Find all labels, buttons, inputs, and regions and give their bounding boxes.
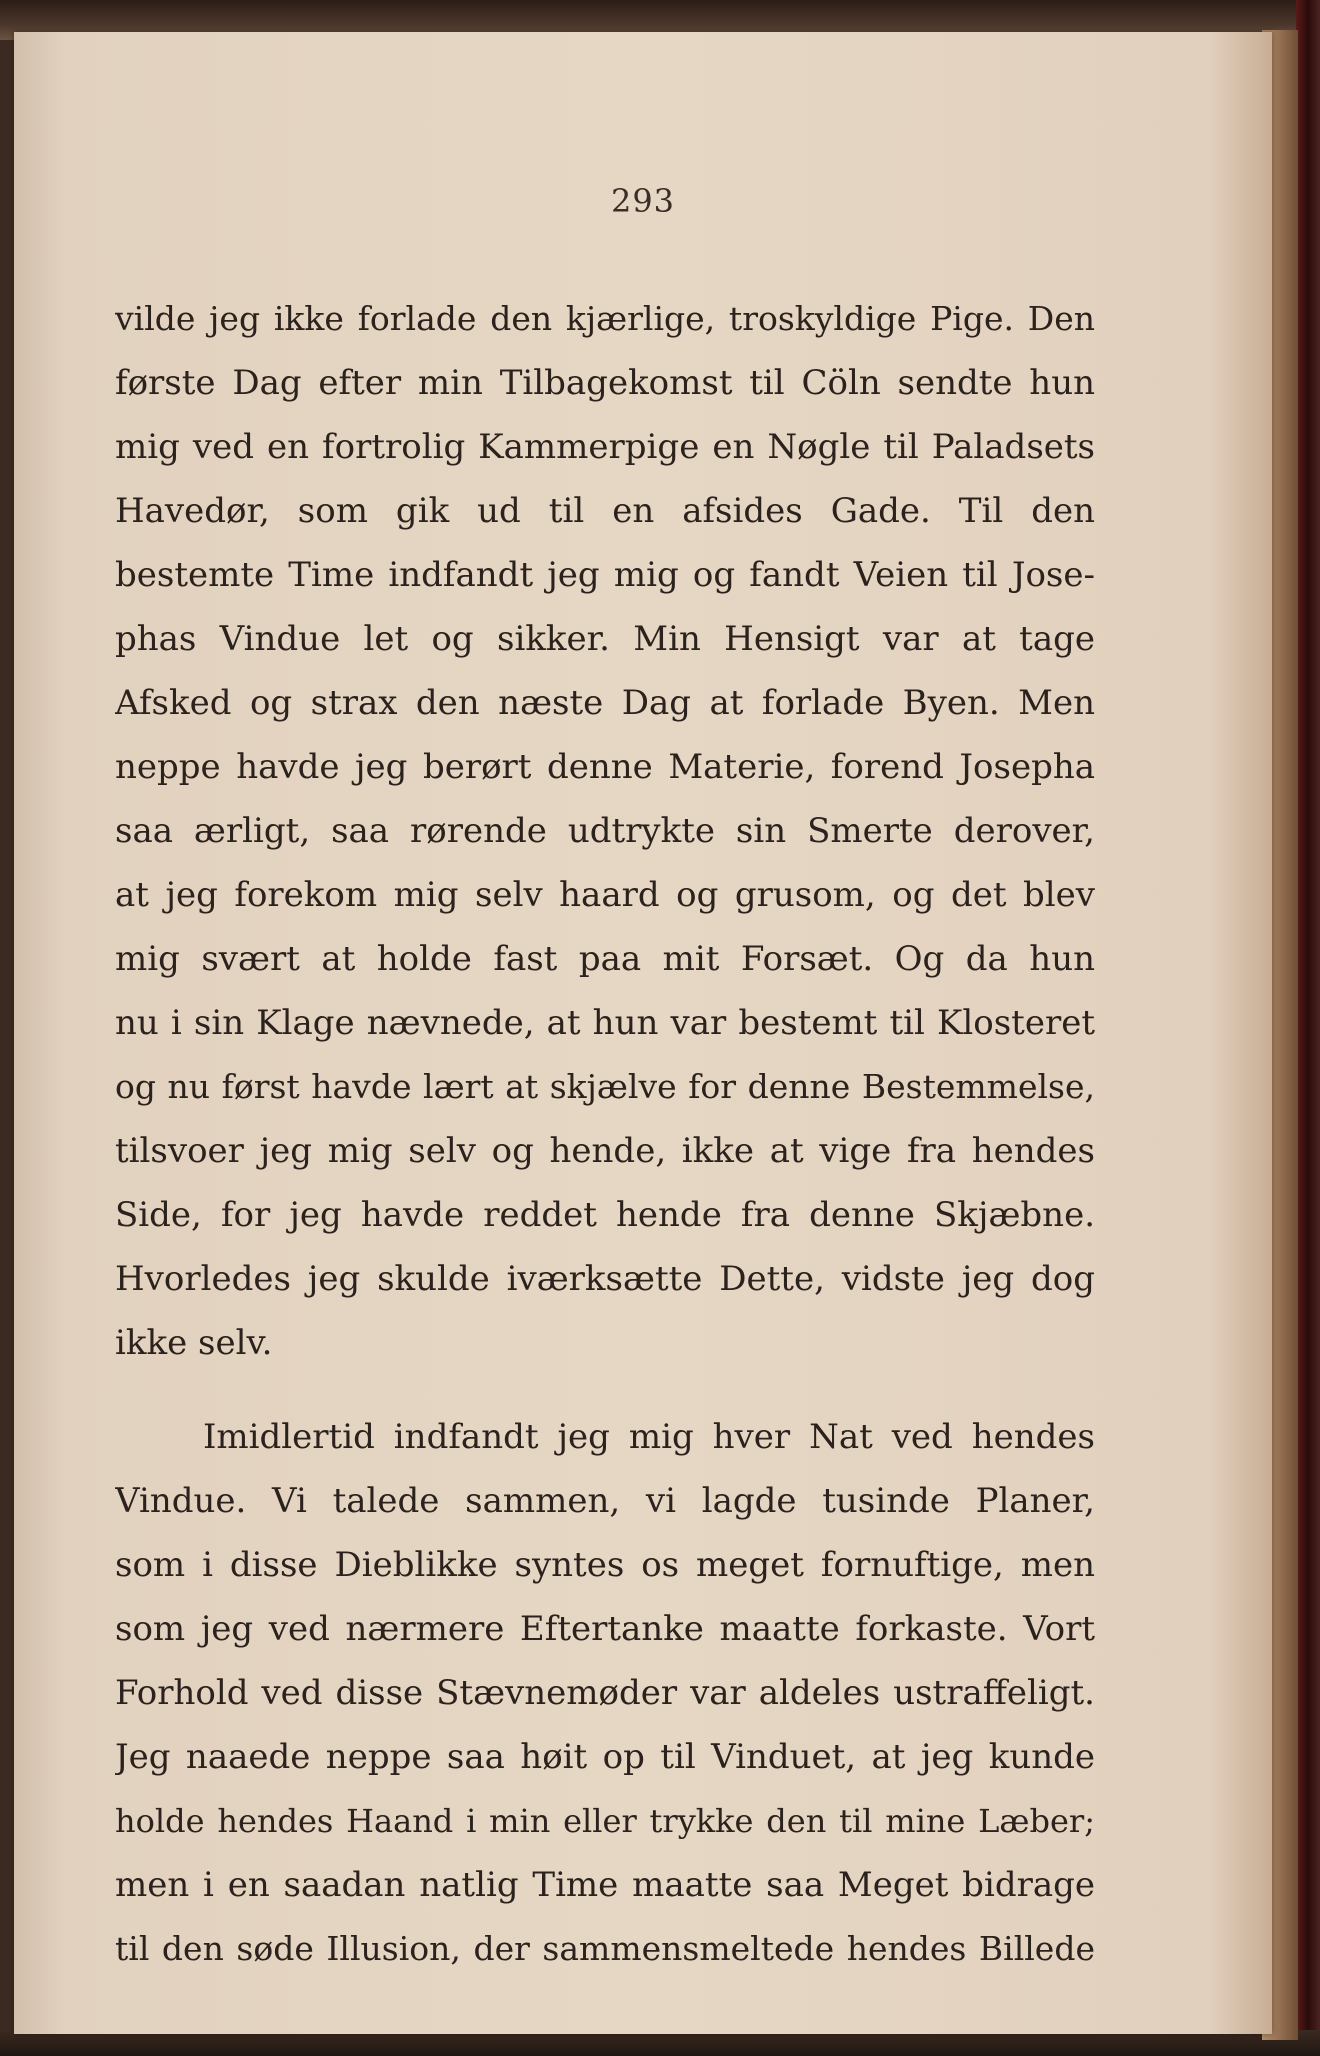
text-line: Side, for jeg havde reddet hende fra denne Skjæbne. bbox=[115, 1195, 1095, 1235]
text-line: nu i sin Klage nævnede, at hun var bestemt til Klosteret bbox=[115, 1003, 1095, 1043]
text-line: men i en saadan natlig Time maatte saa Meget bidrage bbox=[115, 1865, 1095, 1905]
text-line: Vindue. Vi talede sammen, vi lagde tusinde Planer, bbox=[115, 1481, 1095, 1521]
paragraph-2 bbox=[115, 1405, 1095, 1981]
text-line: til den søde Illusion, der sammensmeltede hendes Billede bbox=[115, 1929, 1095, 1968]
body-text bbox=[115, 287, 1095, 1981]
text-line: saa ærligt, saa rørende udtrykte sin Smerte derover, bbox=[115, 811, 1095, 851]
text-line: neppe havde jeg berørt denne Materie, forend Josepha bbox=[115, 747, 1095, 787]
text-line: mig ved en fortrolig Kammerpige en Nøgle til Paladsets bbox=[115, 427, 1095, 467]
paragraph-gap bbox=[115, 1375, 1095, 1405]
paragraph-1 bbox=[115, 287, 1095, 1375]
text-line: phas Vindue let og sikker. Min Hensigt var at tage bbox=[115, 619, 1095, 659]
text-line: Hvorledes jeg skulde iværksætte Dette, vidste jeg dog bbox=[115, 1259, 1095, 1299]
page-number: 293 bbox=[610, 182, 676, 220]
text-line: Jeg naaede neppe saa høit op til Vinduet, at jeg kunde bbox=[115, 1737, 1095, 1777]
text-line: tilsvoer jeg mig selv og hende, ikke at vige fra hendes bbox=[115, 1131, 1095, 1171]
text-line: Havedør, som gik ud til en afsides Gade. Til den bbox=[115, 491, 1095, 531]
text-line: Imidlertid indfandt jeg mig hver Nat ved hendes bbox=[203, 1417, 1095, 1457]
text-line: bestemte Time indfandt jeg mig og fandt Veien til Jose- bbox=[115, 555, 1095, 595]
text-line: Afsked og strax den næste Dag at forlade Byen. Men bbox=[115, 683, 1095, 723]
text-line: som i disse Dieblikke syntes os meget fornuftige, men bbox=[115, 1545, 1095, 1585]
text-line: at jeg forekom mig selv haard og grusom, og det blev bbox=[115, 875, 1095, 915]
text-line: mig svært at holde fast paa mit Forsæt. Og da hun bbox=[115, 939, 1095, 979]
book-page bbox=[14, 32, 1272, 2034]
text-line: ikke selv. bbox=[115, 1323, 273, 1363]
text-line: Forhold ved disse Stævnemøder var aldeles ustraffeligt. bbox=[115, 1673, 1095, 1713]
text-line: som jeg ved nærmere Eftertanke maatte forkaste. Vort bbox=[115, 1609, 1095, 1649]
text-line: vilde jeg ikke forlade den kjærlige, troskyldige Pige. Den bbox=[115, 299, 1095, 338]
text-line: første Dag efter min Tilbagekomst til Cöln sendte hun bbox=[115, 363, 1095, 403]
text-line: holde hendes Haand i min eller trykke den til mine Læber; bbox=[115, 1802, 1095, 1840]
backdrop-right bbox=[1296, 0, 1320, 2056]
text-line: og nu først havde lært at skjælve for denne Bestemmelse, bbox=[115, 1067, 1095, 1106]
